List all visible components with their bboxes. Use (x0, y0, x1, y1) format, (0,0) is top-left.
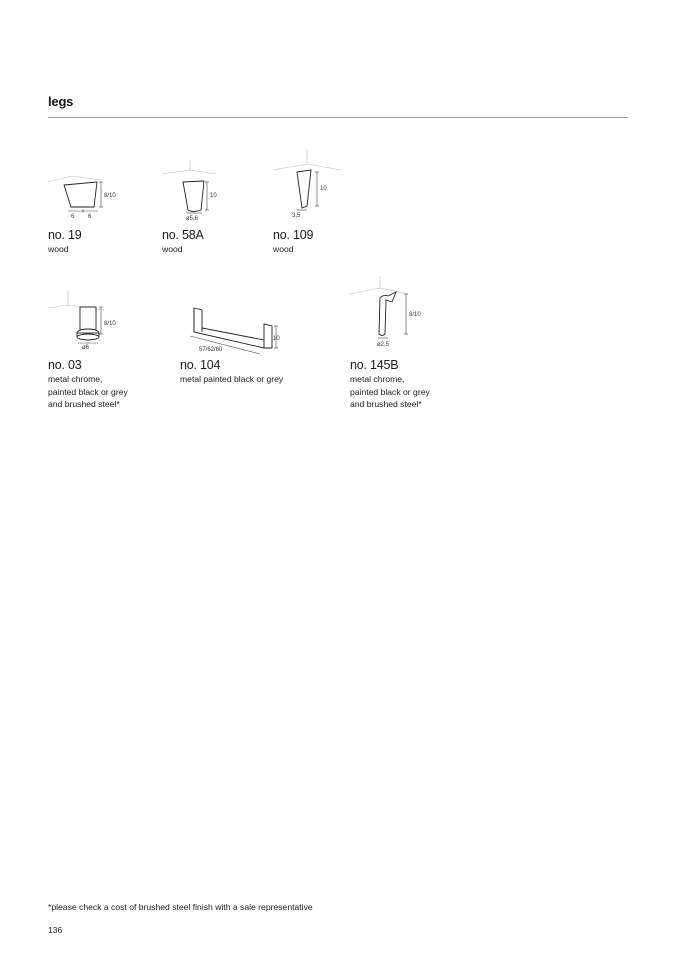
footnote: *please check a cost of brushed steel finish with a sale representative (48, 902, 313, 912)
title-divider (48, 117, 628, 118)
leg-145b-base-label: ø2,5 (377, 342, 390, 348)
leg-material: wood (162, 244, 183, 254)
leg-name: no. 145B (350, 358, 399, 372)
leg-03-base-label: ø6 (82, 345, 90, 351)
leg-material: metal chrome, painted black or grey and brushed steel* (350, 374, 430, 409)
leg-109-base-label: 3,5 (292, 213, 301, 219)
leg-104-drawing (180, 300, 300, 360)
leg-109-height-label: 10 (320, 186, 327, 192)
leg-109-drawing (273, 150, 363, 220)
leg-19-right-label: 6 (88, 214, 92, 220)
leg-58a-drawing (162, 160, 252, 220)
leg-19-drawing (48, 160, 138, 220)
leg-item-145b (350, 276, 480, 416)
leg-item-19 (48, 160, 138, 260)
leg-name: no. 03 (48, 358, 82, 372)
leg-name: no. 104 (180, 358, 221, 372)
leg-material: wood (48, 244, 69, 254)
leg-58a-height-label: 10 (210, 193, 217, 199)
leg-145b-drawing (350, 276, 440, 352)
leg-material: metal chrome, painted black or grey and brushed steel* (48, 374, 128, 409)
leg-03-drawing (48, 290, 138, 350)
leg-material: metal painted black or grey (180, 374, 284, 384)
leg-item-104 (180, 300, 340, 400)
page-number: 136 (48, 925, 63, 935)
leg-19-left-label: 6 (71, 214, 75, 220)
leg-03-height-label: 8/10 (104, 321, 116, 327)
leg-104-length-label: 57/62/80 (199, 347, 223, 353)
leg-58a-base-label: ø5,6 (186, 216, 199, 222)
leg-name: no. 109 (273, 228, 314, 242)
leg-item-58a (162, 160, 252, 260)
leg-name: no. 58A (162, 228, 204, 242)
section-title: legs (48, 94, 74, 109)
leg-104-height-label: 10 (273, 336, 280, 342)
leg-name: no. 19 (48, 228, 82, 242)
leg-145b-height-label: 8/10 (409, 312, 421, 318)
leg-item-109 (273, 150, 363, 260)
leg-19-height-label: 8/10 (104, 193, 116, 199)
leg-item-03 (48, 290, 178, 420)
leg-material: wood (273, 244, 294, 254)
